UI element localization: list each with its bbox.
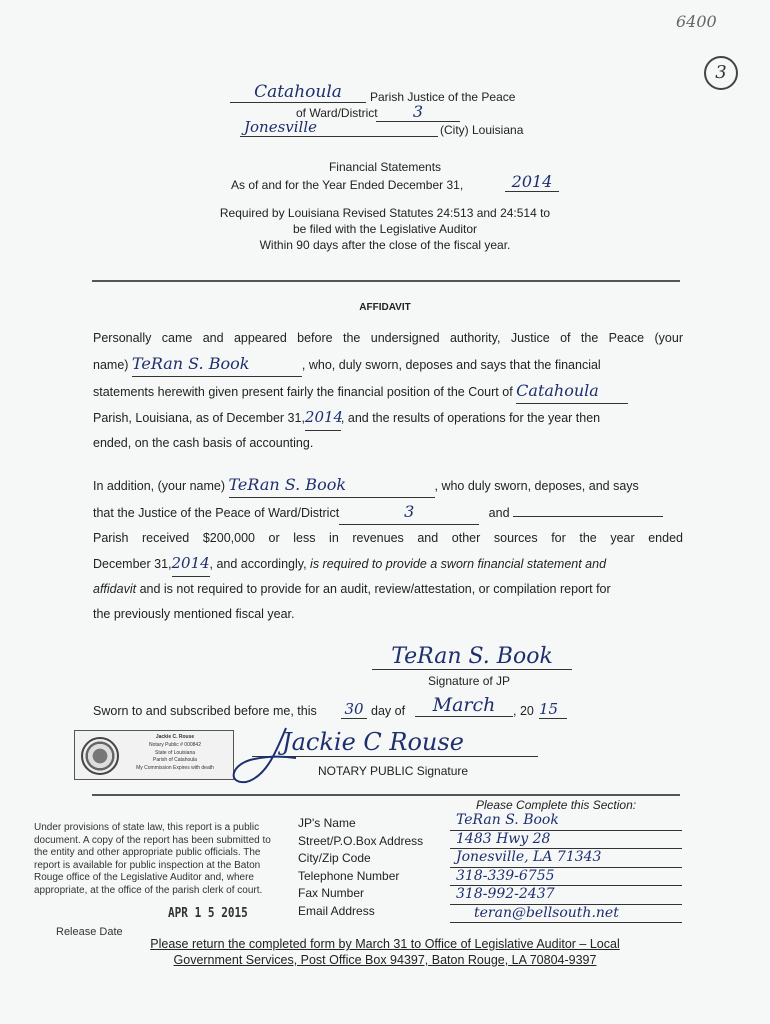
p1-year: 2014 bbox=[305, 405, 341, 431]
stamp-line: My Commission Expires with death bbox=[136, 765, 214, 772]
disclaimer-line: document. A copy of the report has been submitted to bbox=[34, 834, 271, 846]
notary-signature: Jackie C Rouse bbox=[252, 728, 538, 757]
field-label-telephone: Telephone Number bbox=[298, 868, 400, 883]
p2-line-f: the previously mentioned fiscal year. bbox=[93, 607, 295, 621]
sworn-month: March bbox=[415, 694, 513, 717]
p2-italic-1: is required to provide a sworn financial statement and bbox=[310, 557, 607, 571]
p2-italic-2: affidavit bbox=[93, 582, 137, 596]
p2-year: 2014 bbox=[172, 551, 210, 577]
footer-line-2: Government Services, Post Office Box 94397, Baton Rouge, LA 70804-9397 bbox=[173, 953, 597, 967]
p2-date-mid: , and accordingly, bbox=[209, 557, 307, 571]
p2-line-c: Parish received $200,000 or less in revenues and other sources for the year ended bbox=[93, 531, 683, 545]
notary-seal-icon bbox=[81, 737, 119, 775]
field-value-telephone: 318-339-6755 bbox=[450, 868, 682, 887]
stamp-line: Notary Public # 000842 bbox=[149, 741, 201, 748]
p1-name-prefix: name) bbox=[93, 358, 129, 372]
p2-parish-blank bbox=[513, 502, 663, 517]
release-stamp: APR 1 5 2015 bbox=[168, 906, 248, 921]
field-label-city-zip: City/Zip Code bbox=[298, 851, 371, 865]
p1-court-prefix: statements herewith given present fairly the financial position of the Court of bbox=[93, 385, 513, 399]
p1-date-suffix: , and the results of operations for the year then bbox=[340, 411, 601, 425]
field-value-email: teran@bellsouth.net bbox=[450, 905, 682, 924]
p2-name: TeRan S. Book bbox=[229, 472, 435, 498]
required-line-2: be filed with the Legislative Auditor bbox=[292, 222, 478, 236]
sworn-prefix: Sworn to and subscribed before me, this bbox=[93, 704, 317, 718]
required-line-3: Within 90 days after the close of the fiscal year. bbox=[259, 238, 511, 252]
p1-name: TeRan S. Book bbox=[132, 351, 302, 377]
disclaimer-line: Under provisions of state law, this report is a public bbox=[34, 822, 260, 833]
field-value-address: 1483 Hwy 28 bbox=[450, 831, 682, 850]
jp-signature-label: Signature of JP bbox=[428, 674, 511, 688]
disclaimer-line: Rouge office of the Legislative Auditor and, where bbox=[34, 872, 254, 883]
field-value-fax: 318-992-2437 bbox=[450, 886, 682, 905]
corner-mark: 6400 bbox=[676, 12, 717, 31]
year-line bbox=[231, 174, 561, 196]
affidavit-paragraph-2 bbox=[93, 472, 683, 627]
parish-label: Parish Justice of the Peace bbox=[370, 90, 516, 104]
field-label-address: Street/P.O.Box Address bbox=[298, 833, 424, 848]
p2-line-e: and is not required to provide for an audit, review/attestation, or compilation report for bbox=[139, 582, 611, 596]
sworn-line bbox=[93, 694, 613, 724]
p1-court: Catahoula bbox=[516, 378, 628, 404]
p1-date-prefix: Parish, Louisiana, as of December 31, bbox=[93, 411, 305, 425]
sworn-year: 15 bbox=[539, 700, 567, 719]
required-line-1: Required by Louisiana Revised Statutes 24:513 and 24:514 to bbox=[219, 206, 551, 220]
contact-values bbox=[450, 812, 682, 923]
stamp-line: Parish of Catahoula bbox=[153, 757, 197, 764]
notary-stamp bbox=[74, 730, 234, 780]
stamp-lines bbox=[119, 734, 231, 773]
sworn-year-prefix: , 20 bbox=[513, 704, 534, 718]
p2-name-prefix: In addition, (your name) bbox=[93, 479, 226, 493]
fs-title: Financial Statements bbox=[328, 160, 442, 174]
field-value-city-zip: Jonesville, LA 71343 bbox=[450, 849, 682, 868]
disclaimer bbox=[34, 822, 304, 897]
p2-ward: 3 bbox=[339, 499, 479, 525]
city-name: Jonesville bbox=[240, 118, 438, 137]
p1-line-a: Personally came and appeared before the undersigned authority, Justice of the Peace (your bbox=[93, 331, 683, 345]
contact-section-title: Please Complete this Section: bbox=[476, 798, 637, 812]
disclaimer-line: appropriate, at the office of the parish clerk of court. bbox=[34, 884, 263, 896]
field-label-email: Email Address bbox=[298, 903, 375, 918]
p2-and: and bbox=[488, 506, 510, 520]
release-label: Release Date bbox=[56, 926, 123, 938]
disclaimer-line: report is available for public inspection at the Baton bbox=[34, 859, 261, 871]
city-line bbox=[240, 118, 540, 138]
field-value-jp-name: TeRan S. Book bbox=[450, 812, 682, 831]
p1-line-e: ended, on the cash basis of accounting. bbox=[93, 436, 314, 450]
p2-date-prefix: December 31, bbox=[93, 557, 172, 571]
signature-rule bbox=[92, 794, 680, 796]
footer-line-1: Please return the completed form by March 31 to Office of Legislative Auditor – Local bbox=[150, 937, 620, 951]
p2-ward-prefix: that the Justice of the Peace of Ward/District bbox=[93, 506, 340, 520]
jp-signature: TeRan S. Book bbox=[372, 644, 572, 670]
parish-name: Catahoula bbox=[230, 82, 366, 103]
year-value: 2014 bbox=[505, 172, 559, 192]
sworn-day: 30 bbox=[341, 700, 367, 719]
p1-name-suffix: , who, duly sworn, deposes and says that the financial bbox=[301, 358, 601, 372]
stamp-line: State of Louisiana bbox=[154, 749, 196, 756]
sworn-mid: day of bbox=[371, 704, 406, 718]
notary-label: NOTARY PUBLIC Signature bbox=[318, 764, 469, 778]
year-line-prefix: As of and for the Year Ended December 31, bbox=[231, 178, 464, 192]
ward-label: of Ward/District bbox=[296, 106, 378, 120]
ward-value: 3 bbox=[376, 102, 460, 122]
circled-number: 3 bbox=[704, 56, 738, 90]
affidavit-title: AFFIDAVIT bbox=[359, 302, 411, 313]
notary-signature-loop bbox=[226, 722, 306, 788]
contact-labels bbox=[298, 815, 448, 920]
p2-name-suffix: , who duly sworn, deposes, and says bbox=[434, 479, 639, 493]
city-label: (City) Louisiana bbox=[440, 123, 524, 137]
disclaimer-line: the entity and other appropriate public officials. The bbox=[34, 847, 261, 858]
field-label-fax: Fax Number bbox=[298, 886, 365, 900]
header-rule bbox=[92, 280, 680, 282]
affidavit-paragraph-1 bbox=[93, 326, 683, 456]
stamp-line: Jackie C. Rouse bbox=[155, 734, 195, 740]
field-label-jp-name: JP's Name bbox=[298, 816, 356, 830]
